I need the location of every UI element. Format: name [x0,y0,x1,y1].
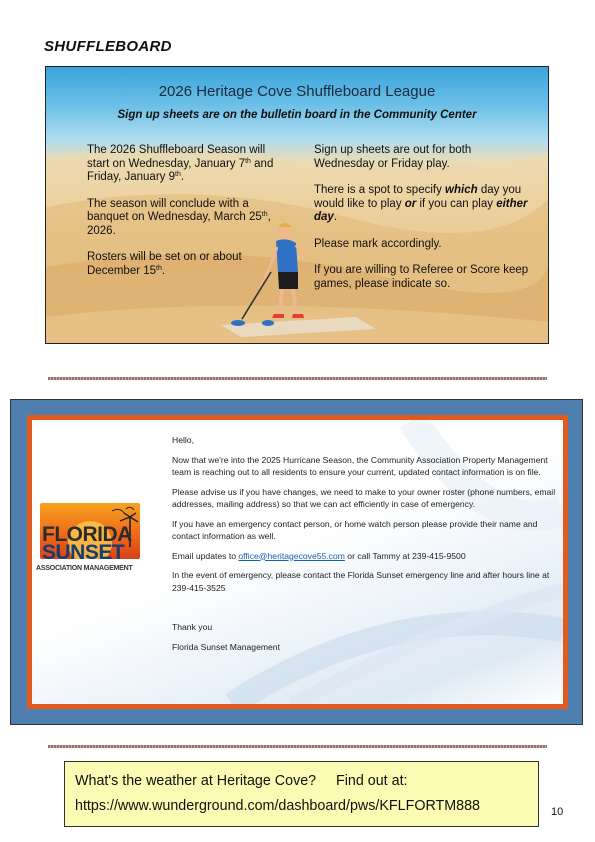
logo-subtitle: ASSOCIATION MANAGEMENT [36,565,133,572]
banner-left-column [87,144,277,291]
notice-panel [27,415,568,709]
signature: Florida Sunset Management [172,641,280,652]
closing: Thank you [172,622,213,632]
notice-paragraph-1: Now that we're into the 2025 Hurricane Season, the Community Association Property Management team is reaching out to all residents to ensure your current, updated contact information is on file. [172,454,548,477]
greeting: Hello, [172,435,194,445]
email-line: Email updates to office@heritagecove55.com or call Tammy at 239-415-9500 [172,550,466,561]
banner-title: 2026 Heritage Cove Shuffleboard League [158,83,436,100]
referee-text: If you are willing to Referee or Score keep games, please indicate so. [314,264,529,290]
season-start-text: The 2026 Shuffleboard Season will start on Wednesday, January 7th and Friday, January 9th. [87,144,274,183]
banner-right-column [314,144,534,304]
notice-paragraph-3: If you have an emergency contact person, or home watch person please provide their name and contact information as well. [172,518,538,541]
rosters-text: Rosters will be set on or about December 15th. [87,251,242,277]
page-number: 10 [551,806,564,818]
weather-url[interactable]: https://www.wunderground.com/dashboard/pws/KFLFORTM888 [75,798,481,814]
weather-question: What's the weather at Heritage Cove? Find out at: [75,773,408,789]
divider [48,377,547,380]
mark-text: Please mark accordingly. [314,237,442,250]
logo-word-florida: FLORIDA [42,523,132,546]
notice-paragraph-5: In the event of emergency, please contact the Florida Sunset emergency line and after hours line at 239-415-3525 [172,570,550,593]
weather-box [64,761,539,827]
logo-word-sunset: SUNSET [42,541,125,564]
day-preference-text: There is a spot to specify which day you would like to play or if you can play either day. [314,184,528,223]
notice-letter [172,434,567,660]
banner-subtitle: Sign up sheets are on the bulletin board in the Community Center [117,109,477,121]
section-title: SHUFFLEBOARD [44,38,172,55]
shuffleboard-banner [45,66,549,344]
notice-paragraph-2: Please advise us if you have changes, we need to make to your owner roster (phone numbers, email addresses, mailing address) so that we can act efficiently in case of emergency. [172,486,556,509]
divider [48,745,547,748]
email-link[interactable]: office@heritagecove55.com [238,550,345,561]
hurricane-notice [10,399,583,725]
season-end-text: The season will conclude with a banquet on Wednesday, March 25th, 2026. [87,197,271,237]
signup-text: Sign up sheets are out for both Wednesday or Friday play. [314,144,472,170]
